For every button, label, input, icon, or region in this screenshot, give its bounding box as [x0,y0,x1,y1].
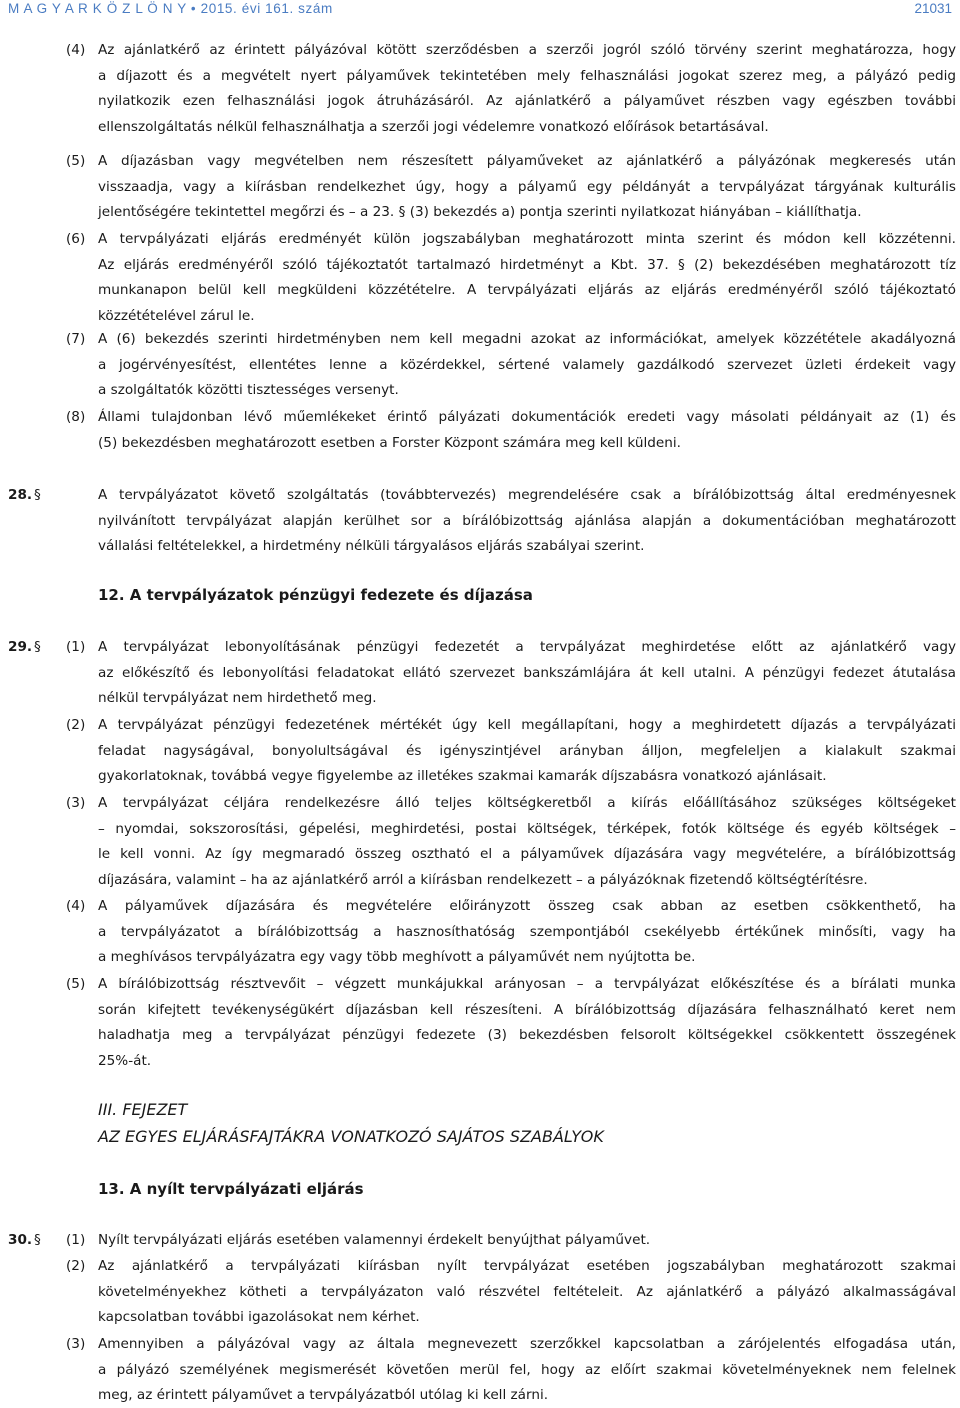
text-line: a szolgáltatók közötti tisztességes versenyt. [98,382,399,399]
text-line: a jogérvényesítést, ellentétes lenne a közérdekkel, sértené valamely gazdálkodó szervezet üzleti érdekeit vagy [98,356,956,373]
paragraph-number: (1) [66,639,86,655]
section-symbol: § [34,639,41,655]
text-line: Az eljárás eredményéről szóló tájékoztatót tartalmazó hirdetményt a Kbt. 37. § (2) bekezdésében meghatározott tíz [98,256,956,273]
paragraph-number: (7) [66,331,86,347]
text-line: A bírálóbizottság résztvevőit – végzett munkájukkal arányosan – a tervpályázat előkészítése és a bírálati munka [98,976,956,992]
text-line: nyilvánított tervpályázat alapján kerülhet sor a bírálóbizottság ajánlása alapján a dokumentációban meghatározott [98,512,956,529]
text-line: a meghívásos tervpályázatra egy vagy több meghívott a pályaművét nem nyújtotta be. [98,949,696,966]
paragraph-number: (2) [66,1258,86,1274]
text-line: A (6) bekezdés szerinti hirdetményben nem kell megadni azokat az információkat, amelyek közzététele akadályozná [98,331,956,347]
section-heading: 12. A tervpályázatok pénzügyi fedezete és díjazása [98,586,533,604]
text-line: vállalási feltételekkel, a hirdetmény nélküli tárgyalásos eljárás szabályai szerint. [98,538,645,555]
page-header [0,0,960,18]
text-line: A tervpályázat lebonyolításának pénzügyi fedezetét a tervpályázat meghirdetése előtt az ajánlatkérő vagy [98,639,956,655]
section-number: 28. [8,487,33,503]
text-line: visszaadja, vagy a kiírásban rendelkezhet úgy, hogy a pályamű egy példányát a tervpályázat tárgyának kulturális [98,178,956,195]
text-line: Az ajánlatkérő az érintett pályázóval kötött szerződésben a szerzői jogról szóló törvény szerint meghatározza, hogy [98,42,956,58]
section-heading: 13. A nyílt tervpályázati eljárás [98,1180,364,1198]
text-line: Az ajánlatkérő a tervpályázati kiírásban nyílt tervpályázat esetében jogszabályban meghatározott szakmai [98,1258,956,1274]
text-line: feladat nagyságával, bonyolultságával és igényszintjével arányban álljon, megfeleljen a kialakult szakmai [98,742,956,759]
paragraph-number: (5) [66,976,86,992]
text-line: az előkészítő és lebonyolítási feladatokat ellátó szervezet bankszámlájára át kell utalni. A pénzügyi fedezet átutalása [98,664,956,681]
paragraph-number: (4) [66,898,86,914]
text-line: (5) bekezdésben meghatározott esetben a Forster Központ számára meg kell küldeni. [98,434,681,451]
text-line: a díjazott és a megvételt nyert pályaművek tekintetében mely felhasználási jogokat szerez meg, a pályázó pedig [98,67,956,84]
paragraph-number: (6) [66,231,86,247]
chapter-subtitle: AZ EGYES ELJÁRÁSFAJTÁKRA VONATKOZÓ SAJÁTOS SZABÁLYOK [98,1127,604,1146]
text-line: Állami tulajdonban lévő műemlékeket érintő pályázati dokumentációk eredeti vagy másolati példányait az (1) és [98,409,956,425]
text-line: díjazására, valamint – ha az ajánlatkérő arról a kiírásban rendelkezett – a pályázóknak fizetendő költségtérítésre. [98,872,868,889]
text-line: meg, az érintett pályaművet a tervpályázatból utólag ki kell zárni. [98,1387,549,1404]
text-line: A tervpályázati eljárás eredményét külön jogszabályban meghatározott minta szerint és módon kell közzétenni. [98,231,956,247]
section-symbol: § [34,1232,41,1248]
paragraph-number: (8) [66,409,86,425]
text-line: A tervpályázat pénzügyi fedezetének mértékét úgy kell megállapítani, hogy a meghirdetett díjazás a tervpályázati [98,717,956,733]
journal-title: M A G Y A R K Ö Z L Ö N Y • 2015. évi 161. szám [8,1,333,16]
paragraph-number: (3) [66,1336,86,1352]
text-line: A pályaművek díjazására és megvételére előirányzott összeg csak abban az esetben csökkenthető, ha [98,898,956,914]
paragraph-number: (5) [66,153,86,169]
text-line: munkanapon belül kell megküldeni közzétételre. A tervpályázati eljárás az eljárás eredményéről szóló tájékoztató [98,282,956,299]
text-line: a pályázó személyének megismerését követően merül fel, hogy az előírt szakmai követelményeknek nem felelnek [98,1361,956,1378]
text-line: nyilatkozik ezen felhasználási jogok átruházásáról. Az ajánlatkérő a pályaművet részben vagy egészben további [98,93,956,110]
text-line: 25%-át. [98,1053,152,1070]
section-number: 30. [8,1232,33,1248]
text-line: ellenszolgáltatás nélkül felhasználhatja a szerzői jogi védelemre vonatkozó előírások betartásával. [98,119,769,136]
text-line: haladhatja meg a tervpályázat pénzügyi fedezete (3) bekezdésben felsorolt költségekkel csökkentett összegének [98,1027,956,1044]
section-symbol: § [34,487,41,503]
paragraph-number: (1) [66,1232,86,1248]
text-line: jelentőségére tekintettel megőrzi és – a 23. § (3) bekezdés a) pontja szerinti nyilatkozat hiányában – kiállíthatja. [98,204,862,221]
text-line: Nyílt tervpályázati eljárás esetében valamennyi érdekelt benyújthat pályaművet. [98,1232,651,1248]
text-line: során kifejtett tevékenységükért díjazásban kell részesíteni. A bírálóbizottság díjazására felhasználható keret nem [98,1001,956,1018]
text-line: – nyomdai, sokszorosítási, gépelési, meghirdetési, postai költségek, térképek, fotók költsége és egyéb költségek – [98,820,956,837]
text-line: Amennyiben a pályázóval vagy az általa megnevezett szerzőkkel kapcsolatban a zárójelentés elfogadása után, [98,1336,956,1352]
text-line: követelményekhez kötheti a tervpályázaton való részvétel feltételeit. Az ajánlatkérő a pályázó alkalmasságával [98,1283,956,1300]
section-number: 29. [8,639,33,655]
text-line: kapcsolatban további igazolásokat nem kérhet. [98,1309,420,1326]
text-line: le kell vonni. Az így megmaradó összeg osztható el a pályaművek díjazására vagy megvételére, a bírálóbizottság [98,846,956,863]
paragraph-number: (4) [66,42,86,58]
text-line: gyakorlatoknak, továbbá vegye figyelembe az illetékes szakmai kamarák díjszabásra vonatkozó ajánlásait. [98,768,827,785]
text-line: A díjazásban vagy megvételben nem részesített pályaműveket az ajánlatkérő a pályázónak megkeresés után [98,153,956,169]
text-line: A tervpályázatot követő szolgáltatás (továbbtervezés) megrendelésére csak a bírálóbizottság által eredményesnek [98,487,956,503]
paragraph-number: (2) [66,717,86,733]
page-number: 21031 [914,1,952,16]
chapter-title: III. FEJEZET [98,1100,188,1119]
text-line: A tervpályázat céljára rendelkezésre álló teljes költségkeretből a kiírás előállításához szükséges költségeket [98,795,956,811]
paragraph-number: (3) [66,795,86,811]
text-line: nélkül tervpályázat nem hirdethető meg. [98,690,377,707]
text-line: közzétételével zárul le. [98,308,255,325]
text-line: a tervpályázatot a bírálóbizottság a hasznosíthatóság szempontjából csekélyebb értékűnek minősíti, vagy ha [98,923,956,940]
